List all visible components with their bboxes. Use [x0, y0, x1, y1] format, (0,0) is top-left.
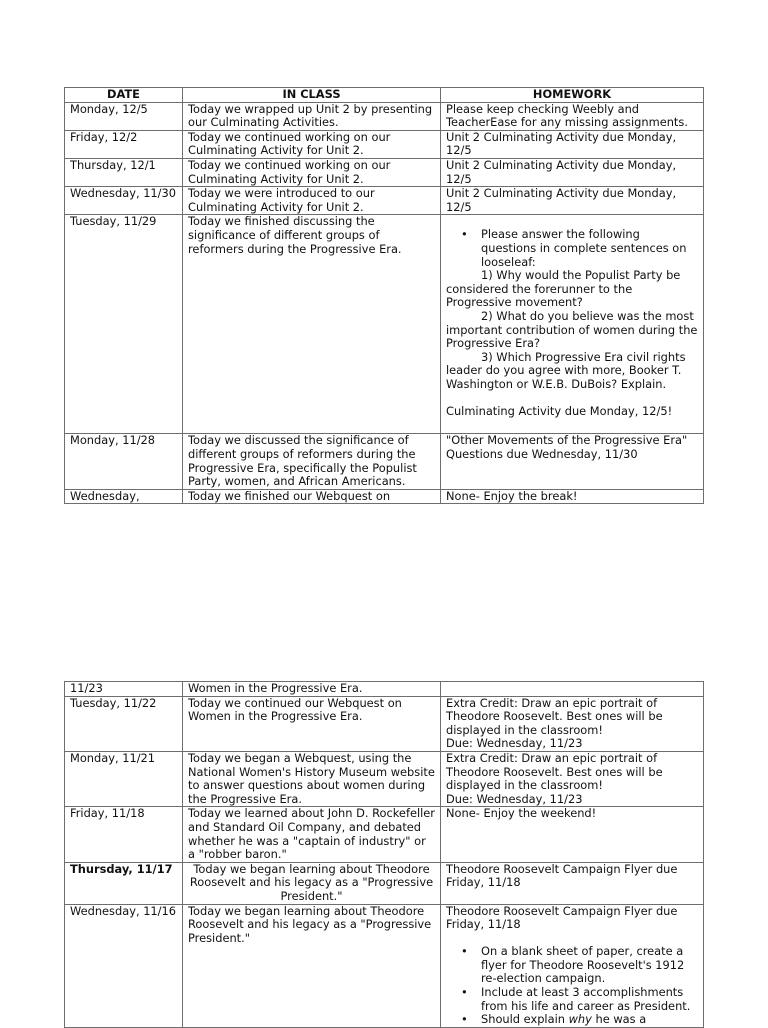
table-row [65, 904, 704, 1027]
in-class-cell: Today we began learning about Theodore Roosevelt and his legacy as a "Progressive President." [183, 862, 441, 904]
extra-credit-text: Extra Credit: Draw an epic portrait of Theodore Roosevelt. Best ones will be displayed in the classroom! [446, 696, 663, 737]
homework-cell: Unit 2 Culminating Activity due Monday, 12/5 [441, 130, 704, 158]
homework-table-page-2 [64, 681, 704, 1028]
in-class-cell: Today we continued our Webquest on Women in the Progressive Era. [183, 696, 441, 751]
homework-text: Theodore Roosevelt Campaign Flyer due Friday, 11/18 [446, 904, 678, 932]
date-cell: Friday, 11/18 [65, 807, 183, 862]
homework-cell: None- Enjoy the weekend! [441, 807, 704, 862]
homework-bullet: • Include at least 3 accomplishments from his life and career as President. [446, 986, 698, 1013]
table-row [65, 187, 704, 215]
homework-bullet: • Please answer the following questions in complete sentences on looseleaf: [446, 228, 698, 269]
in-class-cell: Today we were introduced to our Culminating Activity for Unit 2. [183, 187, 441, 215]
header-homework: HOMEWORK [441, 88, 704, 103]
date-cell: Wednesday, 11/30 [65, 187, 183, 215]
in-class-cell: Women in the Progressive Era. [183, 682, 441, 697]
in-class-cell: Today we continued working on our Culminating Activity for Unit 2. [183, 158, 441, 186]
homework-cell: Unit 2 Culminating Activity due Monday, 12/5 [441, 187, 704, 215]
homework-bullet: • Should explain why he was a [446, 1013, 698, 1027]
homework-cell: Unit 2 Culminating Activity due Monday, 12/5 [441, 158, 704, 186]
date-cell: Tuesday, 11/22 [65, 696, 183, 751]
homework-bullet-list [446, 228, 698, 269]
homework-bullet: • On a blank sheet of paper, create a flyer for Theodore Roosevelt's 1912 re-election campaign. [446, 945, 698, 986]
date-cell: Wednesday, [65, 489, 183, 504]
in-class-cell: Today we wrapped up Unit 2 by presenting our Culminating Activities. [183, 102, 441, 130]
date-cell: Thursday, 12/1 [65, 158, 183, 186]
table-row [65, 130, 704, 158]
homework-cell [441, 215, 704, 434]
in-class-cell: Today we finished our Webquest on [183, 489, 441, 504]
in-class-cell: Today we discussed the significance of different groups of reformers during the Progressive Era, specifically the Populist Party, women, and African Americans. [183, 434, 441, 489]
date-cell: Thursday, 11/17 [65, 862, 183, 904]
homework-cell [441, 904, 704, 1027]
homework-cell: Theodore Roosevelt Campaign Flyer due Friday, 11/18 [441, 862, 704, 904]
question-1: 1) Why would the Populist Party be considered the forerunner to the Progressive movement? [446, 268, 681, 310]
homework-cell: None- Enjoy the break! [441, 489, 704, 504]
table-row [65, 489, 704, 504]
homework-cell [441, 696, 704, 751]
question-2: 2) What do you believe was the most important contribution of women during the Progressive Era? [446, 308, 698, 351]
homework-cell [441, 682, 704, 697]
date-cell: Wednesday, 11/16 [65, 904, 183, 1027]
homework-cell: Please keep checking Weebly and TeacherEase for any missing assignments. [441, 102, 704, 130]
date-cell: Friday, 12/2 [65, 130, 183, 158]
table-row [65, 102, 704, 130]
table-header-row [65, 88, 704, 103]
table-row [65, 751, 704, 806]
table-row [65, 434, 704, 489]
homework-cell [441, 751, 704, 806]
header-date: DATE [65, 88, 183, 103]
date-cell: Monday, 11/21 [65, 751, 183, 806]
homework-cell: "Other Movements of the Progressive Era" Questions due Wednesday, 11/30 [441, 434, 704, 489]
in-class-cell: Today we continued working on our Culminating Activity for Unit 2. [183, 130, 441, 158]
table-row [65, 862, 704, 904]
homework-bullet-list [446, 945, 698, 1027]
due-date: Due: Wednesday, 11/23 [446, 736, 583, 751]
in-class-cell: Today we learned about John D. Rockefeller and Standard Oil Company, and debated whether he was a "captain of industry" or a "robber baron." [183, 807, 441, 862]
in-class-cell: Today we began learning about Theodore Roosevelt and his legacy as a "Progressive President." [183, 904, 441, 1027]
in-class-cell: Today we finished discussing the significance of different groups of reformers during the Progressive Era. [183, 215, 441, 434]
date-cell: Tuesday, 11/29 [65, 215, 183, 434]
question-3: 3) Which Progressive Era civil rights leader do you agree with more, Booker T. Washington or W.E.B. DuBois? Explain. [446, 349, 686, 391]
date-cell: Monday, 11/28 [65, 434, 183, 489]
date-cell: 11/23 [65, 682, 183, 697]
date-cell: Monday, 12/5 [65, 102, 183, 130]
table-row [65, 215, 704, 434]
extra-credit-text: Extra Credit: Draw an epic portrait of Theodore Roosevelt. Best ones will be displayed in the classroom! [446, 751, 663, 793]
table-row [65, 696, 704, 751]
homework-note: Culminating Activity due Monday, 12/5! [446, 404, 673, 419]
in-class-cell: Today we began a Webquest, using the National Women's History Museum website to answer questions about women during the Progressive Era. [183, 751, 441, 806]
homework-table-page-1 [64, 87, 704, 504]
table-row [65, 807, 704, 862]
table-row [65, 682, 704, 697]
table-row [65, 158, 704, 186]
due-date: Due: Wednesday, 11/23 [446, 791, 583, 806]
header-in-class: IN CLASS [183, 88, 441, 103]
